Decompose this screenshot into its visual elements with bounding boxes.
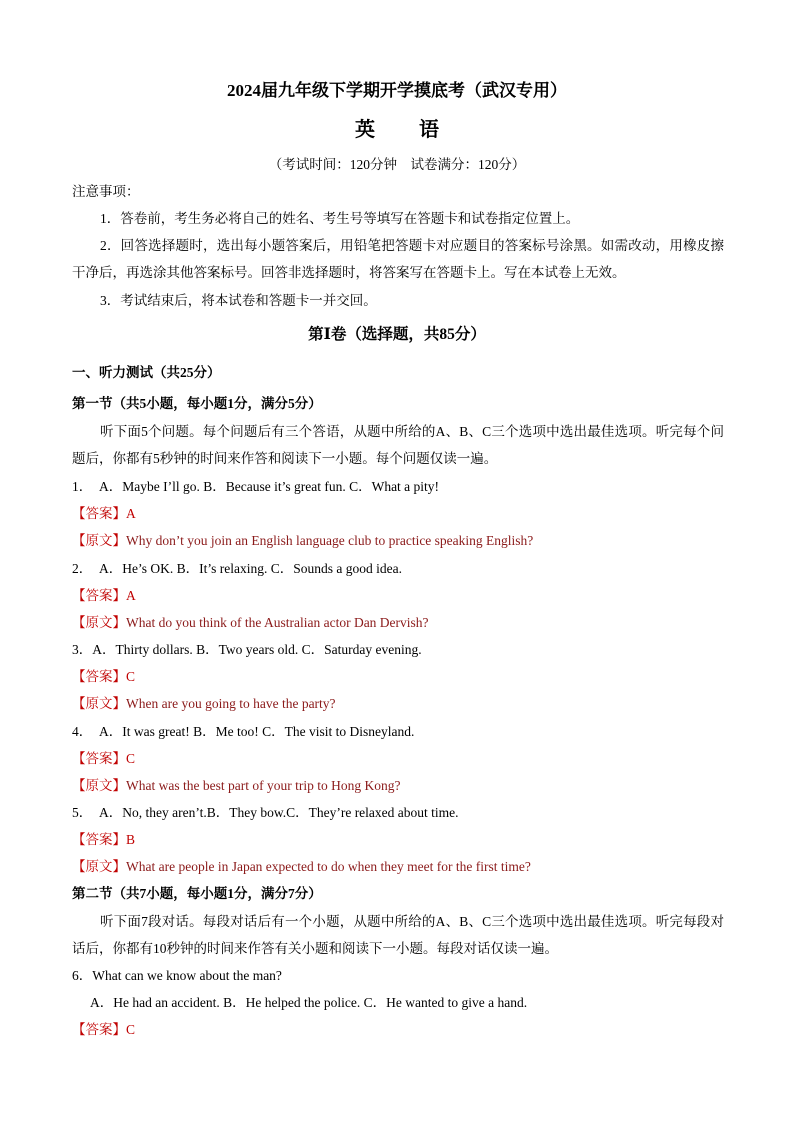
source-tag: 【原文】	[72, 696, 126, 711]
question-1-stem: 1． A．Maybe I’ll go. B．Because it’s great fun. C．What a pity!	[72, 479, 440, 494]
notice-item-2: 2．回答选择题时，选出每小题答案后，用铅笔把答题卡对应题目的答案标号涂黑。如需改动，用橡皮擦干净后，再选涂其他答案标号。回答非选择题时，将答案写在答题卡上。写在本试卷上无效。	[72, 238, 724, 281]
answer-tag: 【答案】	[72, 506, 126, 521]
source-text: What was the best part of your trip to Hong Kong?	[126, 778, 401, 793]
question-6-stem: 6．What can we know about the man?	[72, 968, 282, 983]
subject-right: 语	[419, 119, 439, 141]
answer-tag: 【答案】	[72, 1022, 126, 1037]
volume-title: 第Ⅰ卷（选择题，共85分）	[308, 326, 486, 343]
section1-instructions: 听下面5个问题。每个问题后有三个答语，从题中所给的A、B、C三个选项中选出最佳选项。听完每个问题后，你都有5秒钟的时间来作答和阅读下一小题。每个问题仅读一遍。	[72, 424, 724, 467]
source-text: What are people in Japan expected to do when they meet for the first time?	[126, 859, 531, 874]
question-4-source	[72, 772, 724, 799]
source-text: Why don’t you join an English language club to practice speaking English?	[126, 533, 534, 548]
source-tag: 【原文】	[72, 615, 126, 630]
question-6-answer	[72, 1016, 724, 1043]
subject-left: 英	[355, 119, 375, 141]
answer-tag: 【答案】	[72, 669, 126, 684]
answer-value: C	[126, 1022, 136, 1037]
answer-tag: 【答案】	[72, 588, 126, 603]
question-3-source	[72, 690, 724, 717]
section2-instructions: 听下面7段对话。每段对话后有一个小题，从题中所给的A、B、C三个选项中选出最佳选项。听完每段对话后，你都有10秒钟的时间来作答有关小题和阅读下一小题。每段对话仅读一遍。	[72, 914, 724, 957]
question-1-answer	[72, 500, 724, 527]
source-text: When are you going to have the party?	[126, 696, 336, 711]
notice-item-3: 3．考试结束后，将本试卷和答题卡一并交回。	[100, 293, 377, 308]
question-3-stem: 3．A．Thirty dollars. B．Two years old. C．Saturday evening.	[72, 642, 422, 657]
question-4-stem: 4． A．It was great! B．Me too! C．The visit to Disneyland.	[72, 724, 415, 739]
subject-title	[0, 113, 794, 142]
source-tag: 【原文】	[72, 533, 126, 548]
question-3-answer	[72, 663, 724, 690]
question-5-stem: 5． A．No, they aren’t.B．They bow.C．They’re relaxed about time.	[72, 805, 459, 820]
source-tag: 【原文】	[72, 778, 126, 793]
question-2-source	[72, 609, 724, 636]
part1-heading: 一、听力测试（共25分）	[72, 365, 221, 380]
answer-tag: 【答案】	[72, 751, 126, 766]
exam-title: 2024届九年级下学期开学摸底考（武汉专用）	[227, 81, 567, 100]
question-1-source	[72, 527, 724, 554]
source-tag: 【原文】	[72, 859, 126, 874]
question-2-stem: 2． A．He’s OK. B．It’s relaxing. C．Sounds a good idea.	[72, 561, 402, 576]
question-6-options: A．He had an accident. B．He helped the police. C．He wanted to give a hand.	[90, 995, 528, 1010]
answer-value: A	[126, 588, 136, 603]
section2-heading: 第二节（共7小题，每小题1分，满分7分）	[72, 886, 322, 901]
question-2-answer	[72, 582, 724, 609]
answer-value: C	[126, 751, 136, 766]
notice-heading: 注意事项：	[72, 184, 140, 199]
notice-item-1: 1．答卷前，考生务必将自己的姓名、考生号等填写在答题卡和试卷指定位置上。	[100, 211, 580, 226]
question-5-answer	[72, 826, 724, 853]
answer-value: A	[126, 506, 136, 521]
answer-value: C	[126, 669, 136, 684]
question-5-source	[72, 853, 724, 880]
section1-heading: 第一节（共5小题，每小题1分，满分5分）	[72, 396, 322, 411]
answer-tag: 【答案】	[72, 832, 126, 847]
exam-info: （考试时间：120分钟 试卷满分：120分）	[268, 157, 526, 172]
source-text: What do you think of the Australian actor Dan Dervish?	[126, 615, 429, 630]
answer-value: B	[126, 832, 136, 847]
question-4-answer	[72, 745, 724, 772]
